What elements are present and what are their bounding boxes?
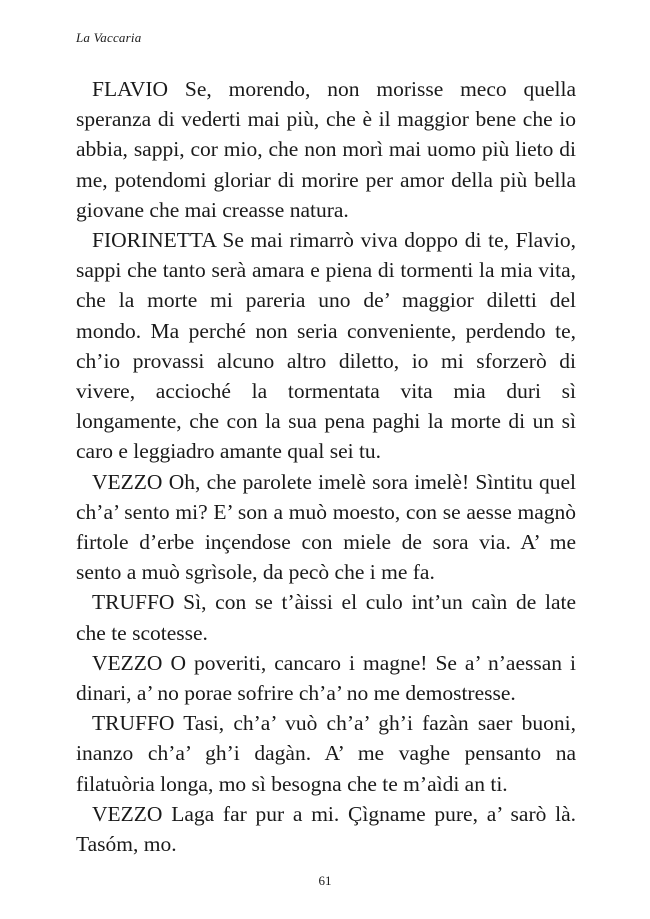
dialogue-line: Laga far pur a mi. Çìgname pure, a’ sarò là. Tasóm, mo. (76, 801, 577, 857)
dialogue-paragraph (76, 467, 576, 588)
dialogue-line: Se, morendo, non morisse meco quella speranza di vederti mai più, che è il maggior bene che io abbia, sappi, cor mio, che non morì mai uomo più lieto di me, potendomi gloriar di morire per amor della più bella giovane che mai creasse natura. (76, 77, 576, 222)
speaker-name: FIORINETTA (92, 228, 216, 253)
speaker-name: FLAVIO (92, 77, 169, 101)
dialogue-line: O poveriti, cancaro i magne! Se a’ n’aessan i dinari, a’ no porae sofrire ch’a’ no me demostresse. (76, 650, 577, 706)
dialogue-paragraph (76, 708, 576, 799)
dialogue-paragraph (76, 799, 576, 859)
speaker-name: VEZZO (92, 650, 163, 675)
speaker-name: VEZZO (92, 801, 163, 826)
dialogue-paragraph (76, 225, 576, 467)
speaker-name: TRUFFO (92, 711, 175, 736)
dialogue-line: Tasi, ch’a’ vuò ch’a’ gh’i fazàn saer buoni, inanzo ch’a’ gh’i dagàn. A’ me vaghe pensanto na filatuòria longa, mo sì besogna che te m’aìdi an ti. (76, 711, 576, 796)
page-number: 61 (318, 873, 332, 888)
dialogue-paragraph (76, 648, 576, 708)
dialogue-line: Sì, con se t’àissi el culo int’un caìn de late che te scotesse. (76, 590, 577, 645)
dialogue-line: Se mai rimarrò viva doppo di te, Flavio, sappi che tanto serà amara e piena di tormenti la mia vita, che la morte mi pareria uno de’ maggior diletti del mondo. Ma perché non seria conveniente, perdendo te, ch’io provassi alcuno altro diletto, io mi sforzerò di vivere, accioché la tormentata vita mia duri sì longamente, che con la sua pena paghi la morte di un sì caro e leggiadro amante qual sei tu. (76, 228, 576, 464)
dialogue-paragraph (76, 587, 576, 647)
dialogue-paragraph (76, 74, 576, 225)
speaker-name: TRUFFO (92, 590, 175, 615)
speaker-name: VEZZO (92, 469, 163, 494)
dialogue-line: Oh, che parolete imelè sora imelè! Sìntitu quel ch’a’ sento mi? E’ son a muò moesto, con se aesse magnò firtole d’erbe inçendose con miele de sora via. A’ me sento a muò sgrìsole, da pecò che i me fa. (76, 469, 576, 585)
play-text (76, 74, 576, 859)
running-title: La Vaccaria (76, 30, 142, 45)
